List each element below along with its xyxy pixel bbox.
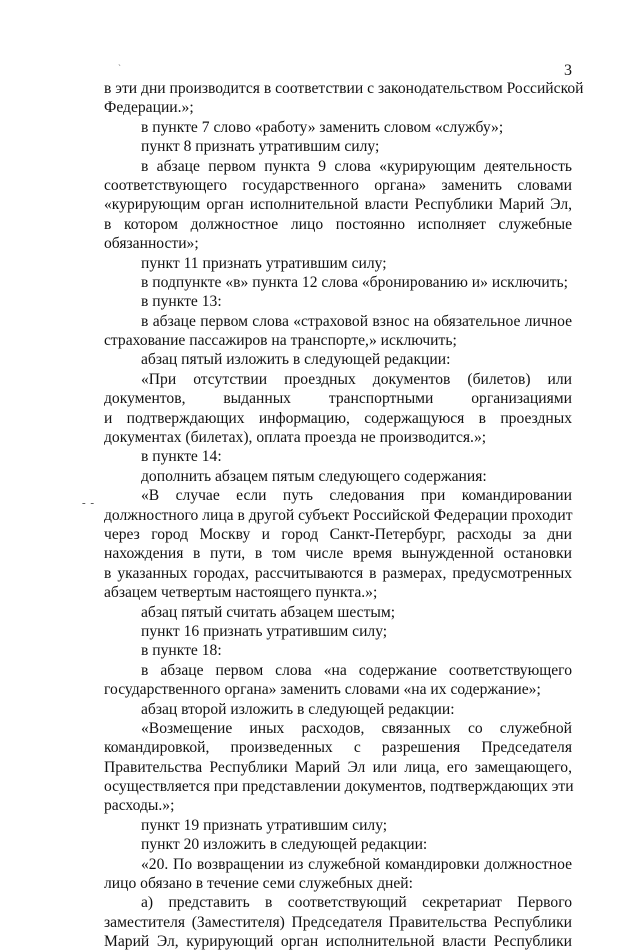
text-line: пункт 19 признать утратившим силу; xyxy=(141,816,388,834)
text-line: «В случае если путь следования при командировании xyxy=(141,487,572,505)
text-line: в абзаце первом слова «на содержание соответствующего xyxy=(141,661,572,679)
text-line: абзацем четвертым настоящего пункта.»; xyxy=(104,584,378,602)
margin-mark: - - xyxy=(82,497,96,509)
scan-artifact: ` xyxy=(118,63,121,73)
body-text xyxy=(104,79,584,952)
text-line: в подпункте «в» пункта 12 слова «бронированию и» исключить; xyxy=(141,273,568,291)
text-line: в абзаце первом пункта 9 слова «курирующим деятельность xyxy=(141,157,572,175)
text-line: соответствующего государственного органа» заменить словами xyxy=(104,176,572,194)
text-line: в пункте 13: xyxy=(141,293,222,311)
page-number: 3 xyxy=(564,62,572,79)
text-line: документах (билетах), оплата проезда не производится.»; xyxy=(104,429,487,447)
text-line: государственного органа» заменить словами «на их содержание»; xyxy=(104,681,541,699)
text-line: документов, выданных транспортными организациями xyxy=(104,390,572,408)
text-line: Федерации.»; xyxy=(104,99,194,117)
text-line: в абзаце первом слова «страховой взнос на обязательное личное xyxy=(141,312,572,330)
text-line: пункт 16 признать утратившим силу; xyxy=(141,622,388,640)
text-line: «Возмещение иных расходов, связанных со служебной xyxy=(141,719,572,737)
text-line: расходы.»; xyxy=(104,797,175,815)
text-line: нахождения в пути, в том числе время вынужденной остановки xyxy=(104,545,572,563)
text-line: командировкой, произведенных с разрешения Председателя xyxy=(104,739,572,757)
text-line: страхование пассажиров на транспорте,» исключить; xyxy=(104,332,457,350)
text-line: через город Москву и город Санкт-Петербург, расходы за дни xyxy=(104,525,572,543)
text-line: Марий Эл, курирующий орган исполнительной власти Республики xyxy=(104,933,572,951)
text-line: в эти дни производится в соответствии с законодательством Российской xyxy=(104,80,584,97)
text-line: и подтверждающих информацию, содержащуюся в проездных xyxy=(104,409,572,427)
text-line: абзац пятый изложить в следующей редакции: xyxy=(141,351,451,369)
text-line: дополнить абзацем пятым следующего содержания: xyxy=(141,467,487,485)
text-line: а) представить в соответствующий секретариат Первого xyxy=(141,894,572,912)
text-line: пункт 11 признать утратившим силу; xyxy=(141,254,387,272)
text-line: обязанности»; xyxy=(104,235,199,253)
text-line: пункт 8 признать утратившим силу; xyxy=(141,138,380,156)
text-line: абзац пятый считать абзацем шестым; xyxy=(141,603,396,621)
text-line: Правительства Республики Марий Эл или лица, его замещающего, xyxy=(104,758,572,776)
text-line: заместителя (Заместителя) Председателя Правительства Республики xyxy=(104,913,572,931)
text-line: «При отсутствии проездных документов (билетов) или xyxy=(141,370,572,388)
text-line: пункт 20 изложить в следующей редакции: xyxy=(141,836,428,854)
text-line: лицо обязано в течение семи служебных дней: xyxy=(104,875,413,893)
text-line: осуществляется при представлении документов, подтверждающих эти xyxy=(104,778,574,796)
text-line: в пункте 18: xyxy=(141,642,222,660)
text-line: в пункте 7 слово «работу» заменить словом «службу»; xyxy=(141,118,504,136)
text-line: в котором должностное лицо постоянно исполняет служебные xyxy=(104,215,572,233)
text-line: «курирующим орган исполнительной власти Республики Марий Эл, xyxy=(104,196,572,214)
text-line: абзац второй изложить в следующей редакции: xyxy=(141,700,455,718)
text-line: в указанных городах, рассчитываются в размерах, предусмотренных xyxy=(104,564,572,582)
text-line: в пункте 14: xyxy=(141,448,222,466)
text-line: должностного лица в другой субъект Российской Федерации проходит xyxy=(104,506,573,524)
text-line: «20. По возвращении из служебной командировки должностное xyxy=(141,855,572,873)
